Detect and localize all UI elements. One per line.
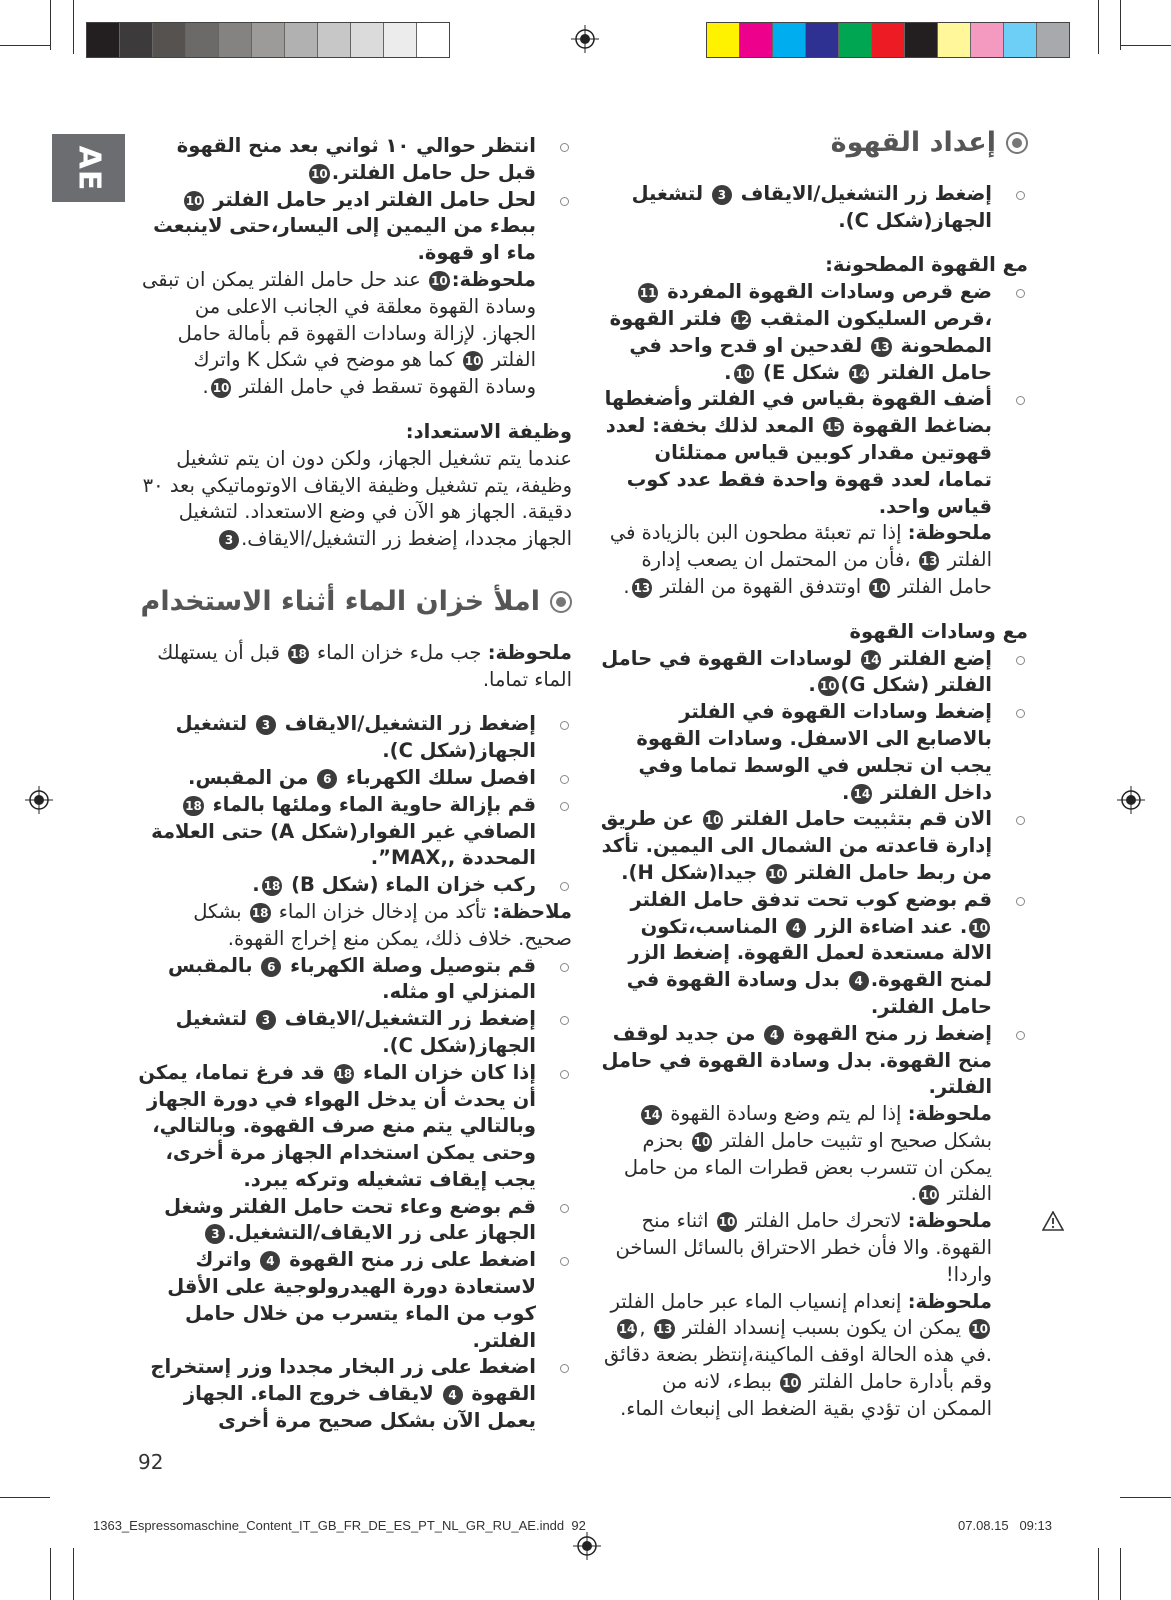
calibration-swatch	[1004, 23, 1037, 57]
list-item: إضغط زر التشغيل/الايقاف 3 لتشغيل الجهاز(شكل C).	[600, 181, 1028, 235]
part-number-badge: 4	[849, 971, 869, 991]
subheading: مع القهوة المطحونة:	[825, 253, 1028, 277]
subheading: وظيفة الاستعداد:	[405, 419, 572, 443]
refill-steps-list-cont	[138, 953, 572, 1435]
note	[600, 1101, 1028, 1208]
footer-file-page: 92	[571, 1518, 586, 1533]
left-column	[138, 133, 572, 1435]
note-label: ملحوظة:	[907, 1209, 992, 1233]
page-number: 92	[138, 1450, 164, 1474]
calibration-swatch	[219, 23, 252, 57]
right-column	[600, 127, 1028, 1423]
crop-mark	[1120, 1548, 1121, 1600]
heading-text: املأ خزان الماء أثناء الاستخدام	[140, 585, 540, 617]
calibration-swatch	[153, 23, 186, 57]
part-number-badge: 6	[261, 957, 281, 977]
part-number-badge: 3	[256, 715, 276, 735]
crop-mark	[0, 45, 50, 46]
part-number-badge: 10	[818, 676, 839, 696]
list-item: قم بوضع وعاء تحت حامل الفلتر وشغل الجهاز على زر الايقاف/التشغيل.3	[138, 1194, 572, 1248]
part-number-badge: 14	[641, 1105, 662, 1125]
note-label: ملحوظة:	[907, 521, 992, 545]
part-number-badge: 10	[766, 864, 787, 884]
language-tab: AE	[52, 134, 125, 202]
part-number-badge: 13	[871, 337, 892, 357]
part-number-badge: 10	[703, 810, 724, 830]
coffee-pads-list	[600, 646, 1028, 1102]
list-item: انتظر حوالي ١٠ ثواني بعد منح القهوة قبل حل حامل الفلتر.10	[138, 133, 572, 187]
footer-filename	[93, 1518, 586, 1533]
crop-mark	[1120, 0, 1121, 50]
note-text: إنعدام إنسياب الماء عبر حامل الفلتر 10 يمكن ان يكون بسبب إنسداد الفلتر 13 ,14.في هذه الحالة اوقف الماكينة،إنتظر بضعة دقائق وقم بأدارة حامل الفلتر 10 ببطء، لانه من الممكن ان تؤدي بقية الضغط الى إنبعاث الماء.	[603, 1289, 992, 1420]
registration-mark-icon	[573, 1532, 601, 1560]
refill-steps-list	[138, 711, 572, 899]
note	[138, 640, 572, 694]
part-number-badge: 18	[262, 876, 283, 896]
list-item: اضغط على زر منح القهوة 4 واترك لاستعادة دورة الهيدرولوجية على الأقل كوب من الماء يتسرب من خلال حامل الفلتر.	[138, 1247, 572, 1354]
color-calibration-bar	[706, 22, 1070, 58]
calibration-swatch	[806, 23, 839, 57]
part-number-badge: 4	[260, 1251, 280, 1271]
heading-text: إعداد القهوة	[830, 127, 996, 158]
note-text: جب ملء خزان الماء 18 قبل أن يستهلك الماء تماما.	[157, 640, 572, 691]
list-item: ضع قرص وسادات القهوة المفردة 11،قرص السليكون المثقب 12 فلتر القهوة المطحونة 13 لقدحين او قدح واحد في حامل الفلتر 14 شكل E) 10.	[600, 279, 1028, 386]
crop-mark	[0, 1497, 50, 1498]
calibration-swatch	[351, 23, 384, 57]
warning-note	[600, 1208, 1028, 1288]
note	[138, 267, 572, 401]
calibration-swatch	[318, 23, 351, 57]
part-number-badge: 10	[734, 364, 755, 384]
crop-mark	[1098, 0, 1099, 54]
note	[600, 1289, 1028, 1423]
note-label: ملاحظة:	[492, 899, 572, 923]
list-item: الان قم بتثبيت حامل الفلتر 10 عن طريق إدارة قاعدته من الشمال الى اليمين. تأكد من ربط حامل الفلتر 10 جيدا(شكل H).	[600, 806, 1028, 886]
list-item: أضف القهوة بقياس في الفلتر وأضغطها بضاغط القهوة 15 المعد لذلك بخفة: لعدد قهوتين مقدار كوبين قياس ممتلئان تماما، لعدد قهوة واحدة فقط عدد كوب قياس واحد.	[600, 386, 1028, 520]
note-text: لاتحرك حامل الفلتر 10 اثناء منح القهوة. والا فأن خطر الاحتراق بالسائل الساخن واردا!	[615, 1209, 992, 1286]
part-number-badge: 10	[463, 351, 484, 371]
release-list	[138, 133, 572, 267]
calibration-swatch	[384, 23, 417, 57]
note-text: إذا لم يتم وضع وسادة القهوة 14 بشكل صحيح او تثبيت حامل الفلتر 10 بحزم يمكن ان تتسرب بعض قطرات الماء من حامل الفلتر 10.	[623, 1102, 992, 1206]
calibration-swatch	[707, 23, 740, 57]
calibration-swatch	[872, 23, 905, 57]
footer-date: 07.08.15	[958, 1518, 1009, 1533]
calibration-swatch	[252, 23, 285, 57]
part-number-badge: 10	[780, 1373, 801, 1393]
list-item: إضغط وسادات القهوة في الفلتر بالاصابع الى الاسفل. وسادات القهوة يجب ان تجلس في الوسط تماما وفي داخل الفلتر 14.	[600, 699, 1028, 806]
crop-mark	[1120, 1497, 1171, 1498]
crop-mark	[73, 1548, 74, 1600]
part-number-badge: 4	[764, 1025, 784, 1045]
note	[138, 899, 572, 953]
list-item: لحل حامل الفلتر ادير حامل الفلتر 10 ببطء من اليمين إلى اليسار،حتى لاينبعث ماء او قهوة.	[138, 187, 572, 267]
note-label: ملحوظة:	[451, 267, 536, 291]
part-number-badge: 10	[717, 1212, 738, 1232]
part-number-badge: 10	[969, 918, 990, 938]
note-text: تأكد من إدخال خزان الماء 18 بشكل صحيح. خلاف ذلك، يمكن منع إخراج القهوة.	[193, 899, 572, 950]
section-heading	[138, 585, 572, 617]
part-number-badge: 10	[309, 164, 330, 184]
registration-mark-icon	[1117, 786, 1145, 814]
bullet-circle-icon	[1006, 132, 1028, 154]
part-number-badge: 18	[250, 903, 271, 923]
crop-mark	[1098, 1548, 1099, 1600]
note-text: 10 عند حل حامل الفلتر يمكن ان تبقى وسادة القهوة معلقة في الجانب الاعلى من الجهاز. لإزالة وسادات القهوة قم بأمالة حامل الفلتر 10 كما هو موضح في شكل K واترك وسادة القهوة تسقط في حامل الفلتر 10.	[142, 267, 536, 399]
registration-mark-icon	[571, 25, 599, 53]
part-number-badge: 6	[317, 769, 337, 789]
paragraph: عندما يتم تشغيل الجهاز، ولكن دون ان يتم تشغيل وظيفة، يتم تشغيل وظيفة الايقاف الاوتوماتيكي بعد ٣٠ دقيقة. الجهاز هو الآن في وضع الاستعداد. لتشغيل الجهاز مجددا، إضغط زر التشغيل/الايقاف.3	[142, 446, 572, 551]
list-item: إذا كان خزان الماء 18 قد فرغ تماما، يمكن أن يحدث أن يدخل الهواء في دورة الجهاز وبالتالي يتم منع صرف القهوة. وبالتالي، وحتى يمكن استخدام الجهاز مرة أخرى، يجب إيقاف تشغيله وتركه يبرد.	[138, 1060, 572, 1194]
part-number-badge: 10	[184, 191, 205, 211]
part-number-badge: 10	[969, 1319, 990, 1339]
note	[600, 520, 1028, 600]
part-number-badge: 14	[851, 784, 872, 804]
list-item: قم بتوصيل وصلة الكهرباء 6 بالمقبس المنزلي او مثله.	[138, 953, 572, 1007]
calibration-swatch	[1037, 23, 1069, 57]
warning-icon	[1042, 1211, 1064, 1231]
note-label: ملحوظة:	[907, 1289, 992, 1313]
list-item: ركب خزان الماء (شكل B) 18.	[138, 872, 572, 899]
list-item: قم بإزالة حاوية الماء وملئها بالماء 18 الصافي غير الفوار(شكل A) حتى العلامة المحددة ,,MAX”.	[138, 792, 572, 872]
part-number-badge: 18	[288, 644, 309, 664]
note-label: ملحوظة:	[907, 1102, 992, 1126]
gray-calibration-bar	[86, 22, 450, 58]
list-item: إضغط زر التشغيل/الايقاف 3 لتشغيل الجهاز(شكل C).	[138, 1006, 572, 1060]
part-number-badge: 13	[632, 578, 653, 598]
part-number-badge: 14	[861, 650, 882, 670]
footer-datetime	[958, 1518, 1052, 1533]
calibration-swatch	[186, 23, 219, 57]
ground-coffee-list	[600, 279, 1028, 520]
part-number-badge: 10	[429, 271, 450, 291]
calibration-swatch	[417, 23, 449, 57]
intro-list	[600, 181, 1028, 235]
part-number-badge: 3	[712, 185, 732, 205]
part-number-badge: 4	[786, 918, 806, 938]
list-item: اضغط على زر البخار مجددا وزر إستخراج القهوة 4 لايقاف خروج الماء. الجهاز يعمل الآن بشكل صحيح مرة أخرى	[138, 1354, 572, 1434]
part-number-badge: 15	[823, 417, 844, 437]
part-number-badge: 13	[654, 1319, 675, 1339]
crop-mark	[50, 0, 51, 50]
list-item: قم بوضع كوب تحت تدفق حامل الفلتر 10. عند اضاءة الزر 4 المناسب،تكون الالة مستعدة لعمل القهوة. إضغط الزر لمنح القهوة.4 بدل وسادة القهوة في حامل الفلتر.	[600, 887, 1028, 1021]
bullet-circle-icon	[550, 591, 572, 613]
list-item: إضغط زر التشغيل/الايقاف 3 لتشغيل الجهاز(شكل C).	[138, 711, 572, 765]
section-heading	[600, 127, 1028, 158]
part-number-badge: 10	[869, 578, 890, 598]
part-number-badge: 18	[334, 1064, 355, 1084]
note-label: ملحوظة:	[487, 640, 572, 664]
part-number-badge: 12	[731, 310, 752, 330]
footer-time: 09:13	[1019, 1518, 1052, 1533]
part-number-badge: 4	[443, 1385, 463, 1405]
calibration-swatch	[938, 23, 971, 57]
crop-mark	[73, 0, 74, 54]
crop-mark	[50, 1548, 51, 1600]
calibration-swatch	[905, 23, 938, 57]
list-item: إضع الفلتر 14 لوسادات القهوة في حامل الفلتر (شكل G)10.	[600, 646, 1028, 700]
crop-mark	[1120, 45, 1171, 46]
calibration-swatch	[839, 23, 872, 57]
part-number-badge: 14	[617, 1319, 638, 1339]
calibration-swatch	[120, 23, 153, 57]
calibration-swatch	[971, 23, 1004, 57]
part-number-badge: 3	[256, 1010, 276, 1030]
part-number-badge: 3	[219, 530, 239, 550]
part-number-badge: 10	[919, 1185, 940, 1205]
part-number-badge: 10	[211, 378, 232, 398]
note-text: إذا تم تعبئة مطحون البن بالزيادة في الفلتر 13 ،فأن من المحتمل ان يصعب إدارة حامل الفلتر 10 اوتتدفق القهوة من الفلتر 13.	[609, 521, 992, 598]
part-number-badge: 18	[183, 796, 204, 816]
subheading: مع وسادات القهوة	[849, 619, 1028, 643]
calibration-swatch	[285, 23, 318, 57]
list-item: افصل سلك الكهرباء 6 من المقبس.	[138, 765, 572, 792]
list-item: إضغط زر منح القهوة 4 من جديد لوقف منح القهوة. بدل وسادة القهوة في حامل الفلتر.	[600, 1021, 1028, 1101]
calibration-swatch	[773, 23, 806, 57]
part-number-badge: 14	[849, 364, 870, 384]
footer-file: 1363_Espressomaschine_Content_IT_GB_FR_DE_ES_PT_NL_GR_RU_AE.indd	[93, 1518, 565, 1533]
part-number-badge: 13	[919, 551, 940, 571]
part-number-badge: 3	[205, 1224, 225, 1244]
part-number-badge: 11	[638, 283, 659, 303]
part-number-badge: 10	[692, 1132, 713, 1152]
registration-mark-icon	[25, 786, 53, 814]
calibration-swatch	[87, 23, 120, 57]
calibration-swatch	[740, 23, 773, 57]
